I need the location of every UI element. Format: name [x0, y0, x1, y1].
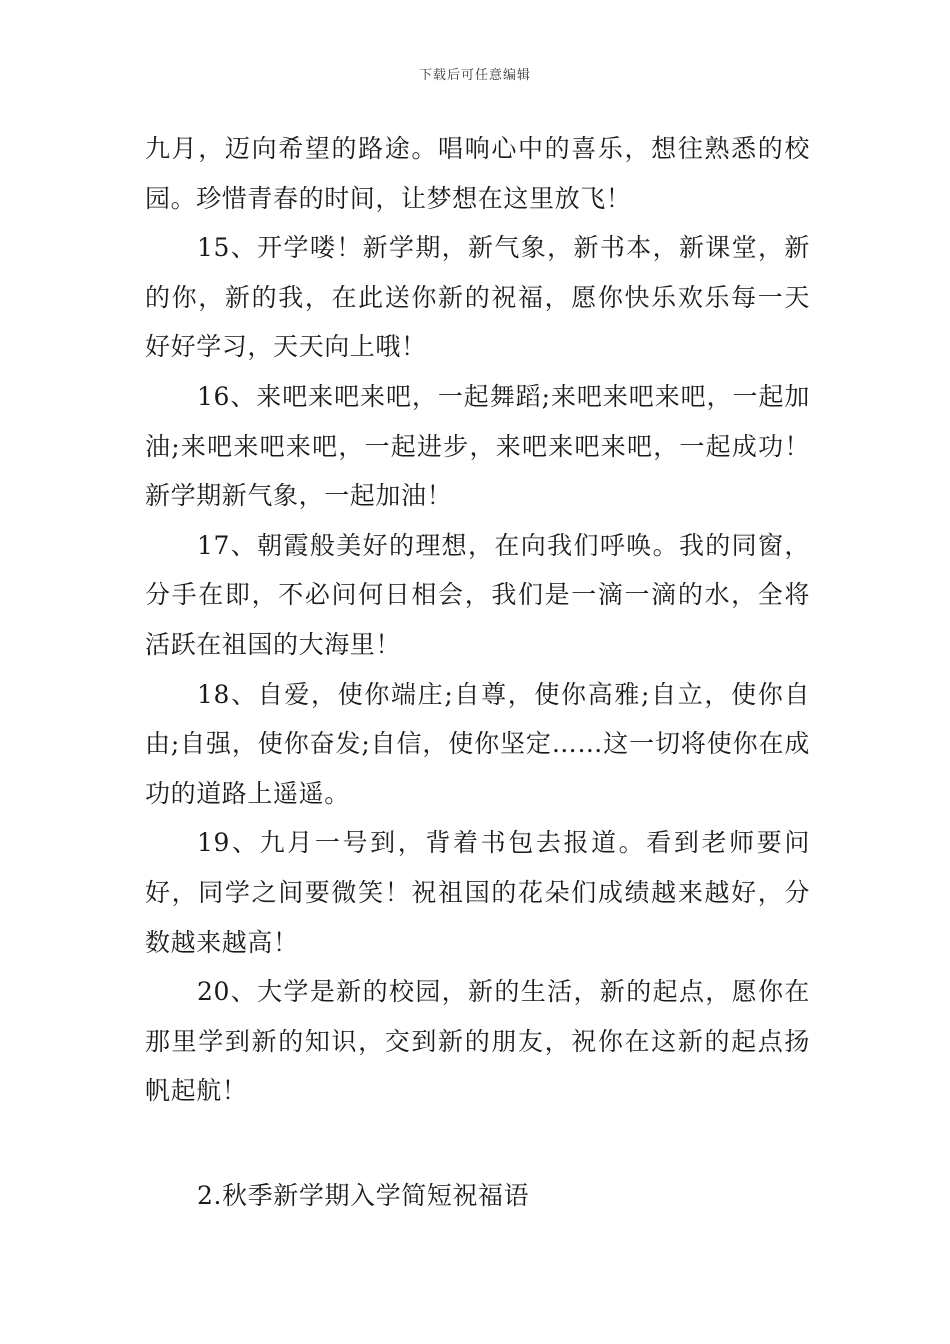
paragraph-15: 15、开学喽！新学期，新气象，新书本，新课堂，新的你，新的我，在此送你新的祝福，愿你快乐欢乐每一天好好学习，天天向上哦！ [145, 233, 810, 362]
section-title: 2.秋季新学期入学简短祝福语 [197, 1181, 530, 1210]
paragraph-17: 17、朝霞般美好的理想，在向我们呼唤。我的同窗，分手在即，不必问何日相会，我们是一滴一滴的水，全将活跃在祖国的大海里！ [145, 530, 810, 659]
document-body [145, 124, 810, 1116]
page-header-note: 下载后可任意编辑 [418, 68, 531, 83]
paragraph-14-continued: 九月，迈向希望的路途。唱响心中的喜乐，想往熟悉的校园。珍惜青春的时间，让梦想在这里放飞！ [145, 134, 810, 213]
paragraph-18: 18、自爱，使你端庄;自尊，使你高雅;自立，使你自由;自强，使你奋发;自信，使你坚定……这一切将使你在成功的道路上遥遥。 [145, 679, 810, 808]
paragraph-16: 16、来吧来吧来吧，一起舞蹈;来吧来吧来吧，一起加油;来吧来吧来吧，一起进步，来吧来吧来吧，一起成功！新学期新气象，一起加油！ [145, 381, 810, 511]
paragraph-19: 19、九月一号到，背着书包去报道。看到老师要问好，同学之间要微笑！祝祖国的花朵们成绩越来越好，分数越来越高！ [145, 828, 810, 957]
paragraph-20: 20、大学是新的校园，新的生活，新的起点，愿你在那里学到新的知识，交到新的朋友，祝你在这新的起点扬帆起航！ [145, 977, 810, 1106]
